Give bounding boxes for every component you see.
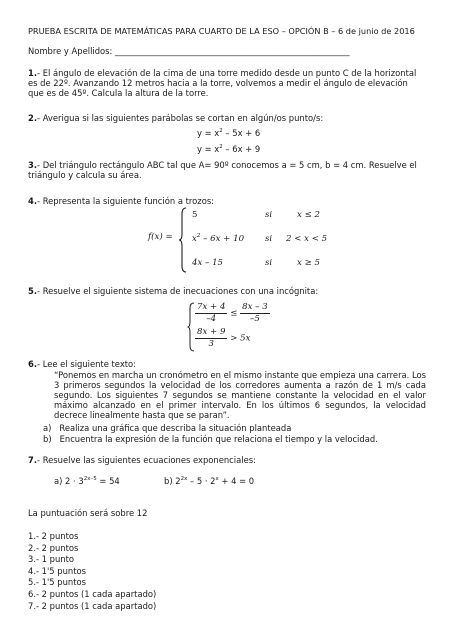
score-item: 5.- 1'5 puntos <box>28 577 86 588</box>
question-number: 3. <box>28 160 38 170</box>
question-number: 6. <box>28 359 38 369</box>
question-6 <box>28 359 136 369</box>
question-text: - Resuelve las siguientes ecuaciones exponenciales: <box>37 455 256 465</box>
score-item: 6.- 2 puntos (1 cada apartado) <box>28 588 157 599</box>
piece-2-expr: $x^2 - 6x + 10$ <box>192 233 245 244</box>
question-number: 7. <box>28 455 38 465</box>
piece-2-cond: 2 < x < 5 <box>286 234 328 244</box>
question-text: - Lee el siguiente texto: <box>37 359 137 369</box>
piece-1-si: si <box>265 210 273 220</box>
part-a: a) Realiza una gráfica que describa la situación planteada <box>43 423 292 433</box>
question-number: 5. <box>28 286 38 296</box>
score-title: La puntuación será sobre 12 <box>28 508 148 518</box>
question-4 <box>28 196 214 206</box>
exam-title: PRUEBA ESCRITA DE MATEMÁTICAS PARA CUARTO DE LA ESO – OPCIÓN B – 6 de junio de 2016 <box>28 26 415 36</box>
parabola-equation-2: $y = x^2 - 6x + 9$ <box>197 144 261 154</box>
question-5 <box>28 286 318 296</box>
score-item: 3.- 1 punto <box>28 554 75 565</box>
piece-3-si: si <box>265 258 273 268</box>
piece-3-expr: 4x – 15 <box>192 258 224 268</box>
score-item: 4.- 1'5 puntos <box>28 565 86 576</box>
question-1 <box>28 68 424 98</box>
piece-1-expr: 5 <box>192 210 198 220</box>
question-number: 1. <box>28 68 38 78</box>
question-text: - Averigua si las siguientes parábolas se cortan en algún/os punto/s: <box>37 113 324 123</box>
equation-b: b) $2^{2x} - 5 \cdot 2^x + 4 = 0$ <box>164 476 255 486</box>
score-item: 2.- 2 puntos <box>28 542 79 553</box>
problem-quote: “Ponemos en marcha un cronómetro en el mismo instante que empieza una carrera. Los 3 primeros segundos la velocidad de los corredores aumenta a razón de 1 m/s cada segundo. Los siguientes 7 segundos se mantiene constante la velocidad en el valor máximo alcanzado en el primer intervalo. En los últimos 6 segundos, la velocidad decrece linealmente hasta que se paran”. <box>54 370 426 421</box>
piece-2-si: si <box>265 234 273 244</box>
question-text: - Del triángulo rectángulo ABC tal que A= 90º conocemos a = 5 cm, b = 4 cm. Resuelve el triángulo y calcula su área. <box>28 160 417 181</box>
name-field-label: Nombre y Apellidos: ________________________________________________________ <box>28 46 350 56</box>
question-text: - El ángulo de elevación de la cima de una torre medido desde un punto C de la horizontal es de 22º. Avanzando 12 metros hacia a la torre, volvemos a medir el ángulo de elevación que es de 45º. Calcula la altura de la torre. <box>28 68 417 99</box>
parabola-equation-1: $y = x^2 - 5x + 6$ <box>197 128 261 138</box>
inequality-2: $\frac{8x + 9}{3}$ > 5x <box>197 327 251 349</box>
score-item: 1.- 2 puntos <box>28 531 79 541</box>
equation-a: a) $2 \cdot 3^{2x-5} = 54$ <box>54 476 120 486</box>
question-text: - Representa la siguiente función a trozos: <box>37 196 215 206</box>
inequality-1: $\frac{7x + 4}{-4}$ ≤ $\frac{8x - 3}{-5}$ <box>197 302 268 324</box>
score-list <box>28 531 156 612</box>
question-3 <box>28 160 424 180</box>
question-number: 4. <box>28 196 38 206</box>
piece-1-cond: x ≤ 2 <box>297 210 320 220</box>
question-2 <box>28 113 323 123</box>
part-b: b) Encuentra la expresión de la función que relaciona el tiempo y la velocidad. <box>43 434 378 444</box>
question-7 <box>28 455 256 465</box>
question-number: 2. <box>28 113 38 123</box>
function-name: f(x) = <box>148 232 173 242</box>
left-brace <box>178 206 188 274</box>
system-brace <box>187 302 195 352</box>
piece-3-cond: x ≥ 5 <box>297 258 320 268</box>
score-item: 7.- 2 puntos (1 cada apartado) <box>28 600 157 611</box>
question-text: - Resuelve el siguiente sistema de inecuaciones con una incógnita: <box>37 286 319 296</box>
